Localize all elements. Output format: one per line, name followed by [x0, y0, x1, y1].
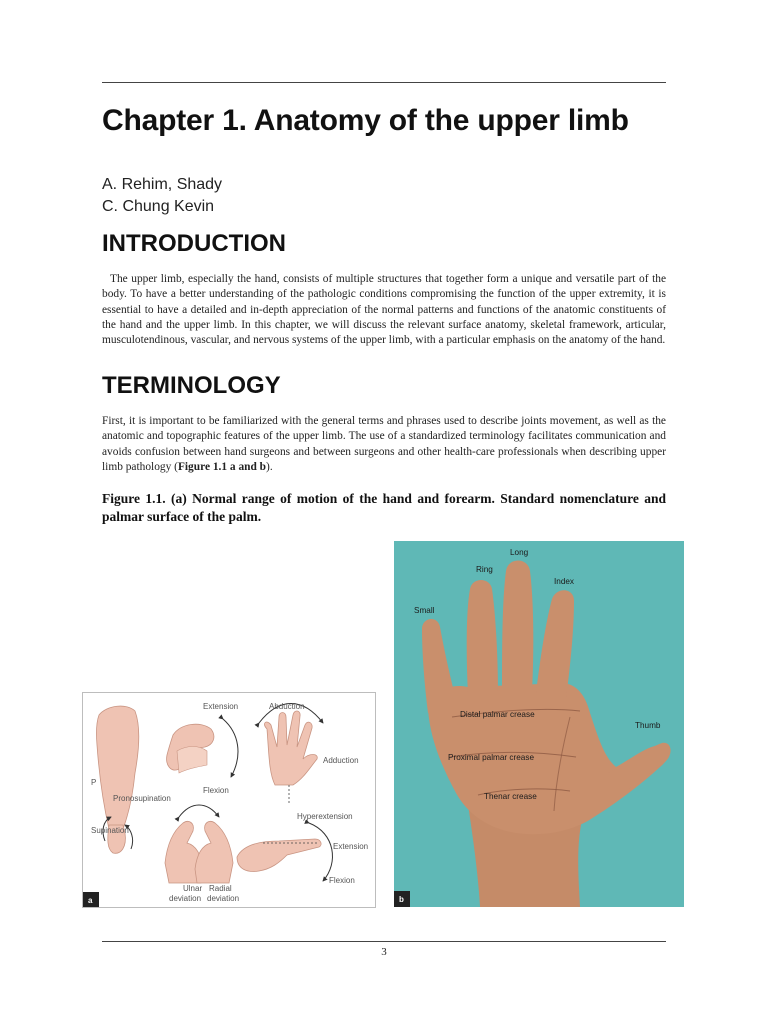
- author-1: A. Rehim, Shady: [102, 176, 223, 193]
- panel-a-letter: a: [88, 896, 93, 905]
- terminology-paragraph: [102, 414, 666, 475]
- label-radial: Radial: [209, 884, 232, 893]
- terminology-text: First, it is important to be familiarized with the general terms and phrases used to describe joints movement, as well as the anatomic and topographic features of the upper limb. The use of a standardized terminology facilitates communication and avoids confusion between hand surgeons and between surgeons and other health-care professionals when describing upper limb pathology (: [102, 415, 666, 473]
- figure-caption: Figure 1.1. (a) Normal range of motion of the hand and forearm. Standard nomenclature and palmar surface of the palm.: [102, 491, 666, 524]
- label-extension: Extension: [203, 702, 239, 711]
- label-ulnar: Ulnar: [183, 884, 203, 893]
- label-ring-finger: Ring: [476, 565, 493, 574]
- label-flexion: Flexion: [203, 786, 229, 795]
- label-pronation: P: [91, 778, 97, 787]
- label-proximal-palmar-crease: Proximal palmar crease: [448, 753, 534, 762]
- label-thumb: Thumb: [635, 721, 661, 730]
- label-deviation-radial: deviation: [207, 894, 240, 903]
- section-heading-introduction: INTRODUCTION: [102, 230, 286, 257]
- label-pronosupination: Pronosupination: [113, 794, 171, 803]
- label-distal-palmar-crease: Distal palmar crease: [460, 710, 535, 719]
- page-number: 3: [381, 946, 387, 958]
- label-hyperextension: Hyperextension: [297, 812, 353, 821]
- label-supination: Supination: [91, 826, 129, 835]
- label-adduction: Adduction: [323, 756, 359, 765]
- deviation-figure: [165, 805, 233, 883]
- label-long-finger: Long: [510, 548, 529, 557]
- finger-extension-figure: [237, 823, 332, 881]
- chapter-title: Chapter 1. Anatomy of the upper limb: [102, 104, 629, 137]
- range-of-motion-illustration: [83, 693, 375, 907]
- label-deviation-ulnar: deviation: [169, 894, 202, 903]
- figure-panel-a: [82, 692, 376, 908]
- abduction-figure: [259, 704, 323, 806]
- top-rule: [102, 82, 666, 83]
- introduction-paragraph: The upper limb, especially the hand, consists of multiple structures that together form a unique and versatile part of the body. To have a better understanding of the pathologic conditions compromising the function of the upper extremity, it is essential to have a detailed and in-depth appreciation of the normal patterns and functions of the anatomic constituents of the hand and the upper limb. In this chapter, we will discuss the relevant surface anatomy, skeletal framework, articular, musculotendinous, vascular, and nervous systems of the upper limb, with a particular emphasis on the anatomy of the hand.: [102, 273, 666, 347]
- bottom-rule: [102, 941, 666, 942]
- label-index-finger: Index: [554, 577, 575, 586]
- label-extension-finger: Extension: [333, 842, 369, 851]
- wrist-flexion-figure: [167, 719, 238, 777]
- label-flexion-finger: Flexion: [329, 876, 355, 885]
- panel-b-letter: b: [399, 895, 404, 904]
- author-2: C. Chung Kevin: [102, 198, 215, 215]
- label-small-finger: Small: [414, 606, 435, 615]
- label-thenar-crease: Thenar crease: [484, 792, 537, 801]
- palmar-surface-illustration: [394, 541, 684, 907]
- label-abduction: Abduction: [269, 702, 305, 711]
- figure-reference: Figure 1.1 a and b: [177, 460, 267, 473]
- figure-panel-b: [394, 541, 684, 907]
- section-heading-terminology: TERMINOLOGY: [102, 372, 281, 399]
- terminology-text-end: ).: [266, 460, 273, 473]
